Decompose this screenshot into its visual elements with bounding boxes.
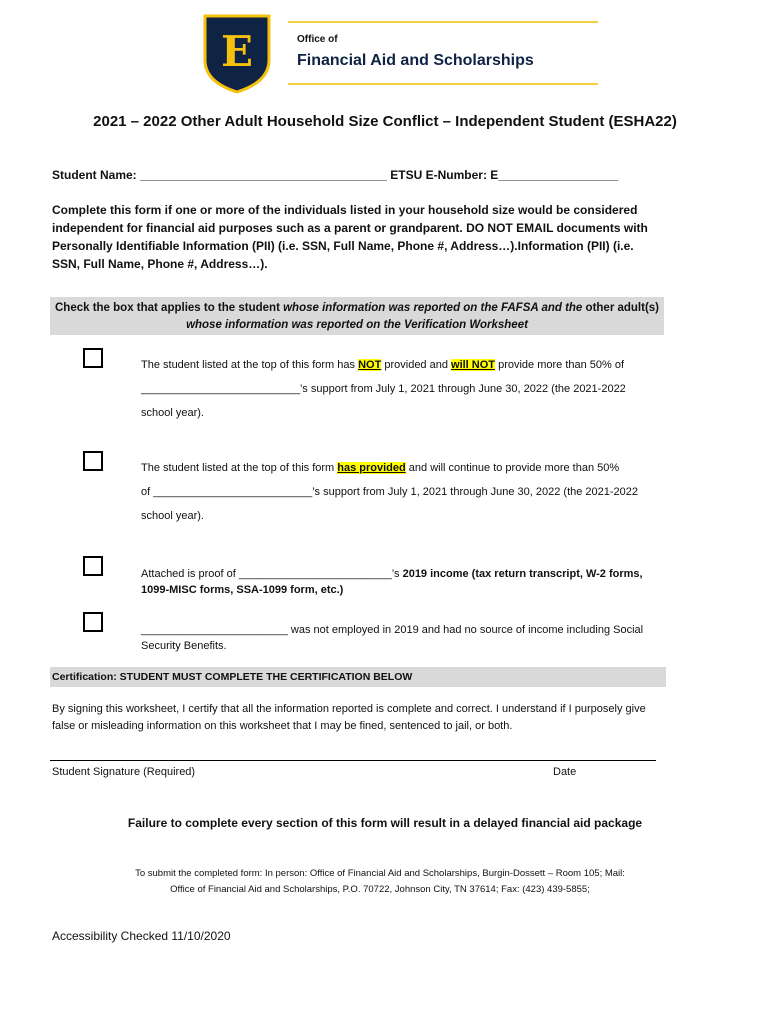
certification-heading: Certification: STUDENT MUST COMPLETE THE CERTIFICATION BELOW — [50, 667, 666, 687]
submission-instructions: To submit the completed form: In person: Office of Financial Aid and Scholarships, Burgin-Dossett – Room 105; Mail: Office of Financial Aid and Scholarships, P.O. 70722, Johnson City, TN 37614; Fax: (423) 439-5855; — [135, 868, 625, 895]
etsu-logo — [203, 14, 271, 94]
student-info-line: Student Name: _____________________________________ ETSU E-Number: E__________________ — [52, 168, 619, 182]
option-2-text: The student listed at the top of this form has provided and will continue to provide more than 50% of __________________________’s support from July 1, 2021 through June 30, 2022 (the 2021-2022 school year). — [141, 462, 639, 522]
office-of-label: Office of — [297, 34, 338, 45]
form-instructions: Complete this form if one or more of the individuals listed in your household size would be considered independent for financial aid purposes such as a parent or grandparent. DO NOT EMAIL documents with Personally Identifiable Information (PII) (i.e. SSN, Full Name, Phone #, Address…).Information (PII) (i.e. SSN, Full Name, Phone #, Address…). — [52, 203, 648, 271]
option-1-checkbox[interactable] — [83, 348, 103, 368]
signature-line[interactable] — [50, 760, 656, 761]
option-4-checkbox[interactable] — [83, 612, 103, 632]
date-label: Date — [553, 766, 577, 778]
certification-text: By signing this worksheet, I certify that all the information reported is complete and correct. I understand if I purposely give false or misleading information on this worksheet that I may be fined, sentenced to jail, or both. — [52, 703, 646, 732]
accessibility-note: Accessibility Checked 11/10/2020 — [52, 929, 231, 943]
svg-text:E: E — [220, 27, 254, 76]
option-2-checkbox[interactable] — [83, 451, 103, 471]
office-name: Financial Aid and Scholarships — [297, 52, 534, 69]
check-box-heading: Check the box that applies to the student whose information was reported on the FAFSA and the other adult(s) whose information was reported on the Verification Worksheet — [50, 297, 664, 335]
header-rule-top — [288, 21, 598, 23]
option-3-checkbox[interactable] — [83, 556, 103, 576]
option-1-text: The student listed at the top of this form has NOT provided and will NOT provide more than 50% of __________________________’s support from July 1, 2021 through June 30, 2022 (the 2021-2022 school year). — [141, 359, 626, 419]
signature-label: Student Signature (Required) — [52, 766, 196, 778]
form-title: 2021 – 2022 Other Adult Household Size Conflict – Independent Student (ESHA22) — [93, 113, 677, 130]
failure-warning: Failure to complete every section of this form will result in a delayed financial aid package — [127, 816, 643, 830]
option-3-text: Attached is proof of _________________________’s 2019 income (tax return transcript, W-2 forms, 1099-MISC forms, SSA-1099 form, etc.) — [141, 568, 643, 596]
option-4-text: ________________________ was not employed in 2019 and had no source of income including Social Security Benefits. — [141, 624, 644, 652]
header-rule-bottom — [288, 83, 598, 85]
